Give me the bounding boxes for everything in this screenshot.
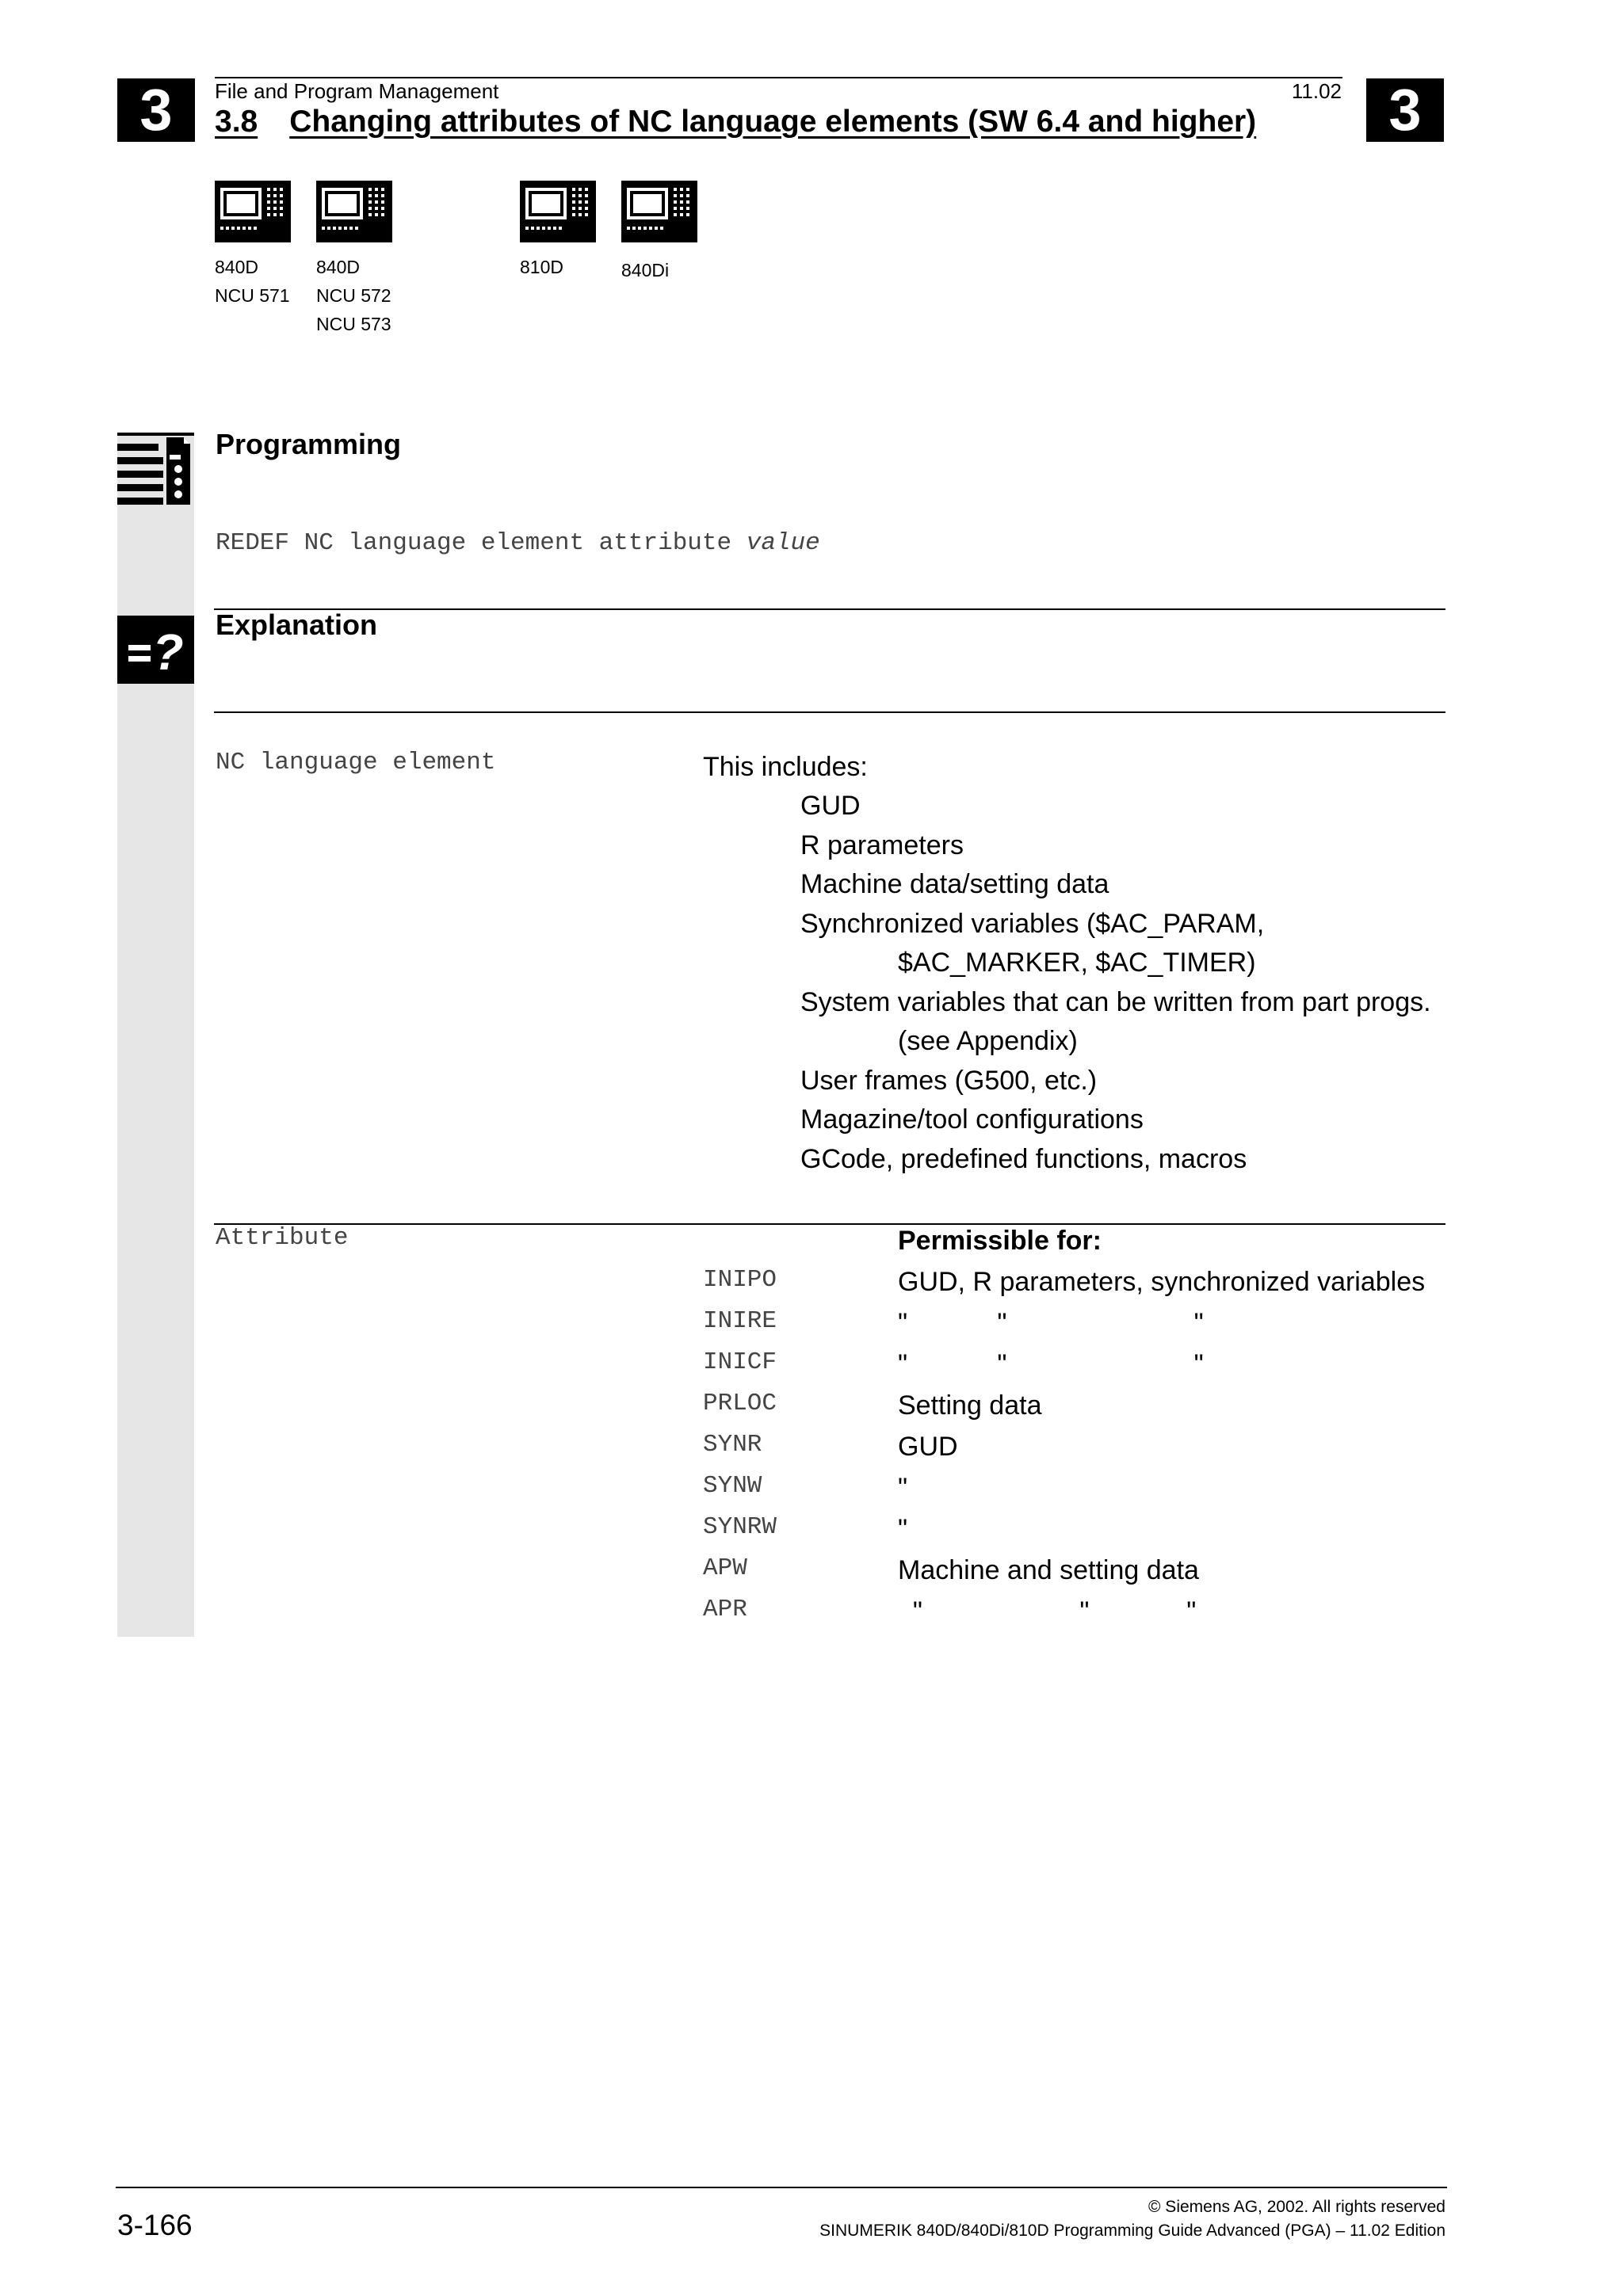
table-row — [703, 1469, 1456, 1510]
control-variant-1 — [215, 181, 291, 310]
table-row — [703, 1386, 1456, 1428]
syntax-text: REDEF NC language element attribute — [216, 529, 732, 557]
control-variant-2 — [316, 181, 392, 338]
list-item: Machine data/setting data — [800, 869, 1109, 899]
control-model: 840Di — [621, 260, 670, 280]
control-ncu: NCU 573 — [316, 314, 391, 334]
control-label — [215, 253, 291, 310]
attribute-permissible: GUD — [898, 1432, 958, 1462]
list-item: (see Appendix) — [898, 1026, 1078, 1056]
footer-text — [819, 2195, 1445, 2243]
list-item: Synchronized variables ($AC_PARAM, — [800, 908, 1265, 939]
table-row — [703, 1510, 1456, 1551]
explanation-heading: Explanation — [216, 608, 378, 641]
programming-icon — [117, 433, 194, 505]
attribute-permissible: GUD, R parameters, synchronized variables — [898, 1267, 1426, 1297]
chapter-number: 3 — [1388, 77, 1422, 143]
control-ncu: NCU 571 — [215, 285, 290, 306]
control-variant-3 — [520, 181, 596, 281]
footer-rule — [116, 2187, 1447, 2188]
control-label — [621, 256, 697, 284]
control-variant-4 — [621, 181, 697, 284]
control-model: 840D — [316, 257, 360, 277]
control-model: 840D — [215, 257, 258, 277]
attribute-name: SYNRW — [703, 1513, 777, 1541]
list-item: GUD — [800, 791, 861, 821]
attribute-name: INICF — [703, 1348, 777, 1376]
list-item: System variables that can be written from part progs. — [800, 986, 1431, 1017]
control-panel-icon — [215, 181, 291, 242]
section-number: 3.8 — [215, 105, 258, 139]
running-title: File and Program Management — [215, 79, 499, 103]
table-row — [703, 1263, 1456, 1304]
table-row — [703, 1428, 1456, 1469]
list-item: User frames (G500, etc.) — [800, 1065, 1098, 1096]
attribute-permissible: " " " — [898, 1308, 1204, 1338]
attribute-name: INIRE — [703, 1307, 777, 1335]
control-label — [316, 253, 392, 338]
section-rule — [214, 711, 1445, 713]
control-panel-icon — [621, 181, 697, 242]
margin-sidebar — [117, 433, 194, 1637]
chapter-number: 3 — [139, 77, 173, 143]
svg-text:?: ? — [152, 624, 184, 681]
attribute-name: SYNR — [703, 1431, 762, 1459]
page-number: 3-166 — [117, 2209, 193, 2241]
control-ncu: NCU 572 — [316, 285, 391, 306]
attribute-permissible: " " " — [898, 1349, 1204, 1379]
control-panel-icon — [316, 181, 392, 242]
attribute-permissible: " — [898, 1473, 908, 1503]
programming-heading: Programming — [216, 428, 402, 460]
control-model: 810D — [520, 257, 563, 277]
list-item: GCode, predefined functions, macros — [800, 1143, 1247, 1174]
list-item: $AC_MARKER, $AC_TIMER) — [898, 948, 1256, 978]
copyright: © Siemens AG, 2002. All rights reserved — [1148, 2198, 1445, 2216]
list-item: Magazine/tool configurations — [800, 1104, 1144, 1135]
attribute-name: APW — [703, 1554, 747, 1582]
explanation-icon — [117, 616, 194, 684]
header-rule — [215, 77, 1342, 78]
nc-element-term: NC language element — [216, 749, 496, 776]
control-panel-icon — [520, 181, 596, 242]
attribute-name: APR — [703, 1596, 747, 1623]
programming-syntax — [216, 529, 820, 557]
table-row — [703, 1345, 1456, 1386]
list-item: R parameters — [800, 830, 964, 860]
attribute-permissible: Machine and setting data — [898, 1555, 1199, 1585]
attribute-name: INIPO — [703, 1266, 777, 1294]
attribute-permissible: " " " — [898, 1596, 1197, 1627]
includes-intro: This includes: — [703, 752, 868, 782]
chapter-marker-left — [117, 78, 195, 142]
attribute-name: SYNW — [703, 1472, 762, 1500]
section-rule — [214, 1223, 1445, 1225]
attribute-table — [703, 1263, 1456, 1634]
table-row — [703, 1551, 1456, 1592]
section-rule — [214, 608, 1445, 610]
includes-list — [800, 787, 1431, 1179]
syntax-value: value — [746, 529, 820, 557]
attribute-permissible: " — [898, 1514, 908, 1544]
attribute-term: Attribute — [216, 1224, 349, 1252]
control-label — [520, 253, 596, 281]
attribute-name: PRLOC — [703, 1390, 777, 1417]
attribute-permissible: Setting data — [898, 1390, 1042, 1421]
table-row — [703, 1592, 1456, 1634]
section-title — [215, 105, 1256, 139]
table-row — [703, 1304, 1456, 1345]
edition: SINUMERIK 840D/840Di/810D Programming Guide Advanced (PGA) – 11.02 Edition — [819, 2222, 1445, 2240]
header-date: 11.02 — [1291, 79, 1342, 103]
permissible-heading: Permissible for: — [898, 1226, 1102, 1256]
section-title-text: Changing attributes of NC language elements (SW 6.4 and higher) — [289, 105, 1257, 139]
chapter-marker-right — [1366, 78, 1444, 142]
